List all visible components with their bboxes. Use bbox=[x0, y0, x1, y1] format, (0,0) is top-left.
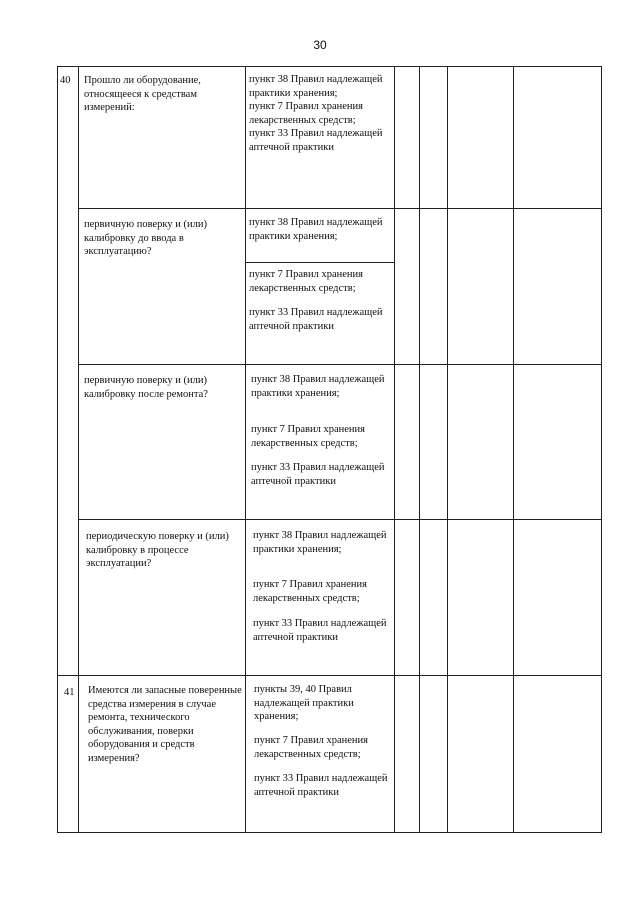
question-text: периодическую поверку и (или) калибровку в процессе эксплуатации? bbox=[86, 531, 229, 569]
reference-text: пункт 38 Правил надлежащей практики хранения; bbox=[251, 374, 385, 399]
col-divider bbox=[78, 66, 79, 832]
col-divider bbox=[447, 66, 448, 832]
question-text: первичную поверку и (или) калибровку после ремонта? bbox=[84, 375, 208, 400]
ref-subdivider bbox=[245, 262, 394, 263]
reference-text: пункт 7 Правил хранения лекарственных средств; bbox=[254, 735, 368, 760]
reference-text: пункт 7 Правил хранения лекарственных средств; bbox=[249, 269, 363, 294]
reference-text: пункт 38 Правил надлежащей практики хранения; bbox=[249, 217, 383, 242]
table-border-left bbox=[57, 66, 58, 832]
reference-text: пункт 33 Правил надлежащей аптечной практики bbox=[254, 773, 388, 798]
row-number: 40 bbox=[60, 75, 71, 86]
col-divider bbox=[513, 66, 514, 832]
reference-text: пункт 33 Правил надлежащей аптечной практики bbox=[249, 307, 383, 332]
question-text: Имеются ли запасные поверенные средства измерения в случае ремонта, технического обслуживания, поверки оборудования и средств измерения? bbox=[88, 685, 242, 764]
reference-text: пункт 38 Правил надлежащей практики хранения; bbox=[253, 530, 387, 555]
reference-text: пункт 33 Правил надлежащей аптечной практики bbox=[253, 618, 387, 643]
reference-text: пункты 39, 40 Правил надлежащей практики хранения; bbox=[254, 684, 354, 722]
row-divider bbox=[57, 675, 602, 676]
reference-text: пункт 7 Правил хранения лекарственных средств; bbox=[253, 579, 367, 604]
reference-text: пункт 33 Правил надлежащей аптечной практики bbox=[251, 462, 385, 487]
row-divider bbox=[78, 364, 602, 365]
row-divider bbox=[78, 208, 602, 209]
question-text: Прошло ли оборудование, относящееся к средствам измерений: bbox=[84, 75, 201, 113]
reference-text: пункт 7 Правил хранения лекарственных средств; bbox=[251, 424, 365, 449]
col-divider bbox=[245, 66, 246, 832]
question-text: первичную поверку и (или) калибровку до ввода в эксплуатацию? bbox=[84, 219, 207, 257]
page-number: 30 bbox=[313, 38, 327, 52]
table-border-top bbox=[57, 66, 602, 67]
row-number: 41 bbox=[64, 687, 75, 698]
col-divider bbox=[394, 66, 395, 832]
table-border-right bbox=[601, 66, 602, 832]
row-divider bbox=[78, 519, 602, 520]
table-border-bottom bbox=[57, 832, 602, 833]
reference-text: пункт 38 Правил надлежащей практики хранения; пункт 7 Правил хранения лекарственных средств; пункт 33 Правил надлежащей аптечной практики bbox=[249, 74, 383, 153]
col-divider bbox=[419, 66, 420, 832]
